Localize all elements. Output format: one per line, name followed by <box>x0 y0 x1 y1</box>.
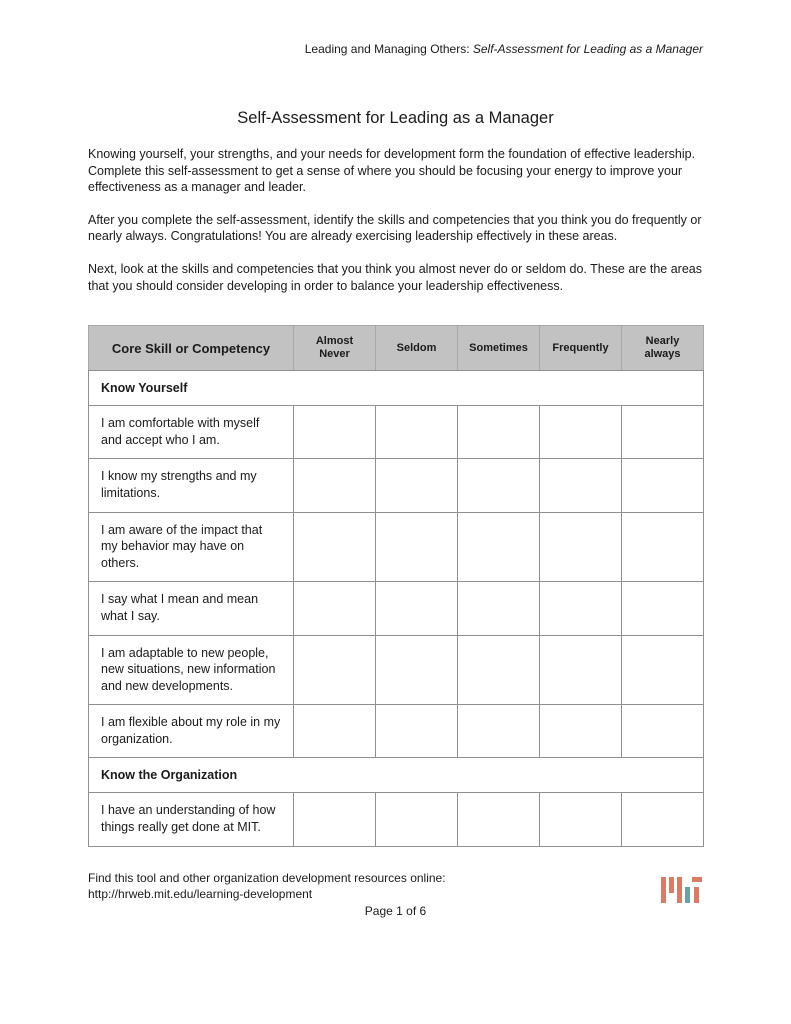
footer-url-link[interactable]: http://hrweb.mit.edu/learning-development <box>88 886 313 901</box>
column-header-almost-never: Almost Never <box>294 326 376 371</box>
rating-cell[interactable] <box>540 406 622 459</box>
rating-cell[interactable] <box>294 635 376 705</box>
skill-statement: I say what I mean and mean what I say. <box>89 582 294 635</box>
column-header-sometimes: Sometimes <box>458 326 540 371</box>
rating-cell[interactable] <box>540 512 622 582</box>
rating-cell[interactable] <box>376 459 458 512</box>
column-header-frequently: Frequently <box>540 326 622 371</box>
mit-logo <box>661 877 702 903</box>
mit-logo-bar <box>685 887 690 903</box>
rating-cell[interactable] <box>540 582 622 635</box>
rating-cell[interactable] <box>294 459 376 512</box>
page-footer <box>88 870 703 918</box>
mit-logo-bar <box>677 877 682 903</box>
rating-cell[interactable] <box>294 705 376 758</box>
rating-cell[interactable] <box>376 705 458 758</box>
rating-cell[interactable] <box>458 793 540 846</box>
page-number: Page 1 of 6 <box>364 903 427 918</box>
table-row <box>89 635 704 705</box>
footer-note: Find this tool and other organization development resources online: <box>88 870 446 885</box>
rating-cell[interactable] <box>376 406 458 459</box>
intro-section <box>88 146 703 294</box>
section-heading: Know the Organization <box>89 758 704 793</box>
rating-cell[interactable] <box>622 635 704 705</box>
rating-cell[interactable] <box>294 793 376 846</box>
table-row <box>89 406 704 459</box>
rating-cell[interactable] <box>376 512 458 582</box>
running-header-doc-title: Self-Assessment for Leading as a Manager <box>472 42 703 56</box>
running-header <box>88 42 703 57</box>
rating-cell[interactable] <box>622 512 704 582</box>
rating-cell[interactable] <box>376 582 458 635</box>
rating-cell[interactable] <box>458 459 540 512</box>
table-row <box>89 459 704 512</box>
skill-statement: I am comfortable with myself and accept who I am. <box>89 406 294 459</box>
rating-cell[interactable] <box>622 459 704 512</box>
rating-cell[interactable] <box>540 459 622 512</box>
rating-cell[interactable] <box>458 512 540 582</box>
rating-cell[interactable] <box>458 582 540 635</box>
table-row <box>89 705 704 758</box>
rating-cell[interactable] <box>294 406 376 459</box>
table-row <box>89 793 704 846</box>
rating-cell[interactable] <box>458 406 540 459</box>
intro-paragraph-1: Knowing yourself, your strengths, and your needs for development form the foundation of effective leadership. Complete this self-assessment to get a sense of where you should be focusing your energy to improve your effectiveness as a manager and leader. <box>88 147 696 195</box>
rating-cell[interactable] <box>622 582 704 635</box>
skill-statement: I am flexible about my role in my organization. <box>89 705 294 758</box>
rating-cell[interactable] <box>376 635 458 705</box>
table-header-row <box>89 326 704 371</box>
rating-cell[interactable] <box>294 582 376 635</box>
skill-statement: I have an understanding of how things really get done at MIT. <box>89 793 294 846</box>
mit-logo-bar <box>692 877 702 882</box>
rating-cell[interactable] <box>540 635 622 705</box>
skill-statement: I know my strengths and my limitations. <box>89 459 294 512</box>
rating-cell[interactable] <box>458 635 540 705</box>
section-heading-row <box>89 371 704 406</box>
mit-logo-bar <box>694 887 699 903</box>
rating-cell[interactable] <box>294 512 376 582</box>
section-heading-row <box>89 758 704 793</box>
intro-paragraph-2: After you complete the self-assessment, identify the skills and competencies that you think you do frequently or nearly always. Congratulations! You are already exercising leadership effectively in these areas. <box>88 212 702 244</box>
rating-cell[interactable] <box>376 793 458 846</box>
rating-cell[interactable] <box>622 705 704 758</box>
mit-logo-bar <box>669 877 674 893</box>
column-header-skill: Core Skill or Competency <box>89 326 294 371</box>
assessment-table <box>88 325 704 847</box>
page-title: Self-Assessment for Leading as a Manager <box>237 109 554 127</box>
rating-cell[interactable] <box>458 705 540 758</box>
column-header-nearly-always: Nearly always <box>622 326 704 371</box>
rating-cell[interactable] <box>540 793 622 846</box>
column-header-seldom: Seldom <box>376 326 458 371</box>
table-row <box>89 582 704 635</box>
section-heading: Know Yourself <box>89 371 704 406</box>
rating-cell[interactable] <box>540 705 622 758</box>
rating-cell[interactable] <box>622 793 704 846</box>
skill-statement: I am aware of the impact that my behavior may have on others. <box>89 512 294 582</box>
intro-paragraph-3: Next, look at the skills and competencies that you think you almost never do or seldom do. These are the areas that you should consider developing in order to balance your leadership effectiveness. <box>88 261 702 293</box>
skill-statement: I am adaptable to new people, new situations, new information and new developments. <box>89 635 294 705</box>
mit-logo-bar <box>661 877 666 903</box>
running-header-prefix: Leading and Managing Others: <box>304 42 473 56</box>
table-row <box>89 512 704 582</box>
rating-cell[interactable] <box>622 406 704 459</box>
